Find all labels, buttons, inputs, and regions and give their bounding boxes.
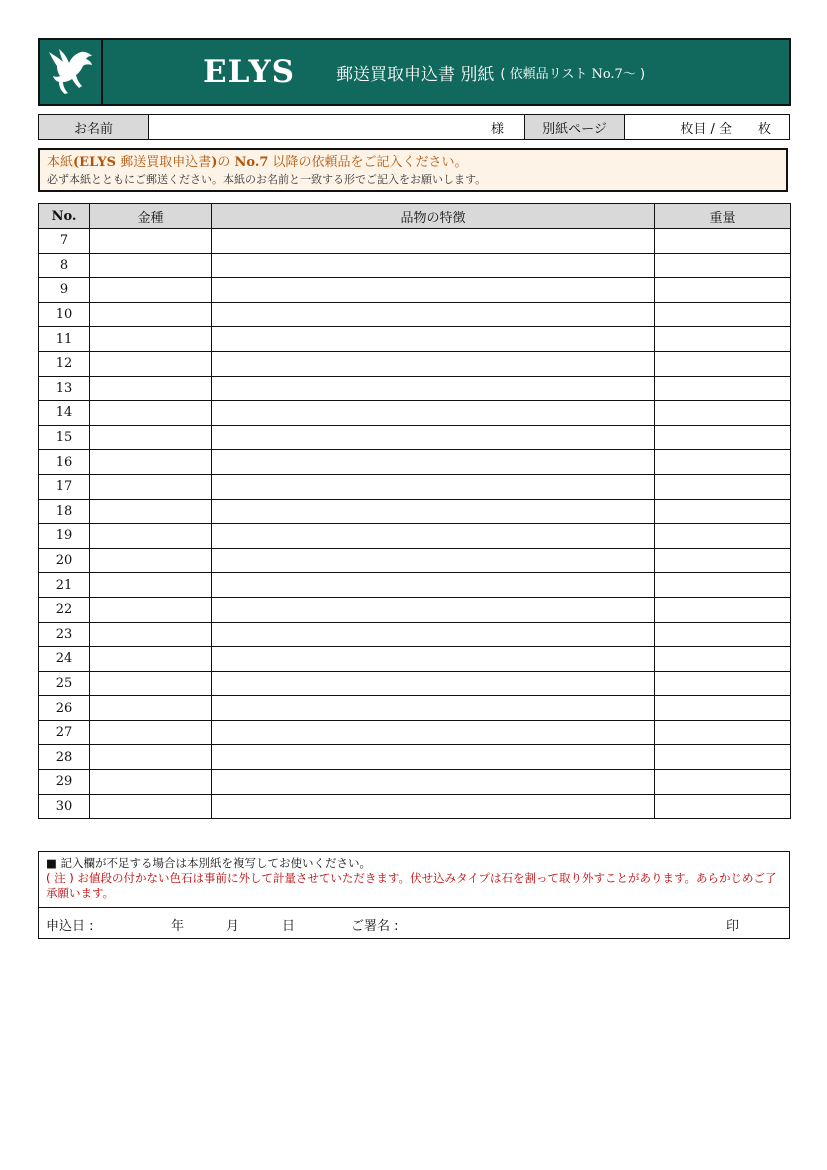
- notice-sub: 必ず本紙とともにご郵送ください。本紙のお名前と一致する形でご記入をお願いします。: [47, 173, 487, 186]
- table-row: [39, 401, 791, 426]
- weight-cell[interactable]: [655, 696, 791, 721]
- row-number: 13: [39, 376, 90, 401]
- weight-cell[interactable]: [655, 474, 791, 499]
- features-cell[interactable]: [212, 499, 655, 524]
- pegasus-logo-icon: [45, 46, 97, 98]
- table-row: [39, 720, 791, 745]
- items-table: [38, 203, 791, 819]
- type-cell[interactable]: [90, 278, 212, 303]
- row-number: 24: [39, 647, 90, 672]
- features-cell[interactable]: [212, 401, 655, 426]
- col-header-features: 品物の特徴: [212, 204, 655, 229]
- type-cell[interactable]: [90, 450, 212, 475]
- row-number: 27: [39, 720, 90, 745]
- type-cell[interactable]: [90, 745, 212, 770]
- notice-text: の: [217, 155, 235, 170]
- type-cell[interactable]: [90, 573, 212, 598]
- type-cell[interactable]: [90, 302, 212, 327]
- weight-cell[interactable]: [655, 770, 791, 795]
- weight-cell[interactable]: [655, 351, 791, 376]
- table-row: [39, 278, 791, 303]
- row-number: 8: [39, 253, 90, 278]
- year-label: 年: [171, 919, 185, 934]
- features-cell[interactable]: [212, 351, 655, 376]
- notice-text: 以降の依頼品をご記入ください。: [268, 155, 468, 170]
- features-cell[interactable]: [212, 302, 655, 327]
- row-number: 21: [39, 573, 90, 598]
- table-row: [39, 770, 791, 795]
- col-header-type: 金種: [90, 204, 212, 229]
- table-row: [39, 647, 791, 672]
- subtitle-pre: ( 依頼品リスト: [500, 66, 592, 82]
- type-cell[interactable]: [90, 401, 212, 426]
- row-number: 11: [39, 327, 90, 352]
- row-number: 9: [39, 278, 90, 303]
- header-title: [103, 40, 789, 104]
- row-number: 30: [39, 794, 90, 819]
- table-row: [39, 302, 791, 327]
- type-cell[interactable]: [90, 794, 212, 819]
- features-cell[interactable]: [212, 278, 655, 303]
- row-number: 18: [39, 499, 90, 524]
- features-cell[interactable]: [212, 548, 655, 573]
- weight-cell[interactable]: [655, 745, 791, 770]
- header-banner: [38, 38, 791, 106]
- logo-box: [40, 40, 103, 104]
- features-cell[interactable]: [212, 745, 655, 770]
- features-cell[interactable]: [212, 524, 655, 549]
- notice-main: [47, 154, 779, 172]
- type-cell[interactable]: [90, 770, 212, 795]
- type-cell[interactable]: [90, 696, 212, 721]
- col-header-no: No.: [39, 204, 90, 229]
- weight-cell[interactable]: [655, 450, 791, 475]
- footer-note-caution: ( 注 ) お値段の付かない色石は事前に外して計量させていただきます。伏せ込みタイプは石を割って取り外すことがあります。あらかじめご了承願います。: [46, 871, 777, 900]
- type-cell[interactable]: [90, 671, 212, 696]
- row-number: 10: [39, 302, 90, 327]
- row-number: 12: [39, 351, 90, 376]
- form-title: 郵送買取申込書 別紙: [335, 64, 495, 85]
- name-row: [38, 114, 790, 140]
- table-row: [39, 376, 791, 401]
- month-label: 月: [226, 919, 240, 934]
- footer-box: [38, 851, 790, 939]
- type-cell[interactable]: [90, 351, 212, 376]
- weight-cell[interactable]: [655, 671, 791, 696]
- table-row: [39, 671, 791, 696]
- weight-cell[interactable]: [655, 573, 791, 598]
- col-header-weight: 重量: [655, 204, 791, 229]
- table-body: [39, 229, 791, 819]
- row-number: 23: [39, 622, 90, 647]
- type-cell[interactable]: [90, 474, 212, 499]
- weight-cell[interactable]: [655, 278, 791, 303]
- type-cell[interactable]: [90, 253, 212, 278]
- subtitle-post: 〜 ): [622, 66, 646, 82]
- row-number: 26: [39, 696, 90, 721]
- name-label: お名前: [39, 115, 149, 139]
- features-cell[interactable]: [212, 770, 655, 795]
- notice-text: 郵送買取申込書: [116, 155, 212, 170]
- page-text-1: 枚目 / 全: [680, 121, 732, 137]
- weight-cell[interactable]: [655, 499, 791, 524]
- weight-cell[interactable]: [655, 401, 791, 426]
- table-row: [39, 794, 791, 819]
- notice-text: 本紙: [47, 155, 74, 170]
- footer-note-copy: ■ 記入欄が不足する場合は本別紙を複写してお使いください。: [46, 856, 372, 870]
- form-subtitle: [500, 63, 645, 82]
- row-number: 19: [39, 524, 90, 549]
- features-cell[interactable]: [212, 671, 655, 696]
- features-cell[interactable]: [212, 696, 655, 721]
- features-cell[interactable]: [212, 573, 655, 598]
- type-cell[interactable]: [90, 548, 212, 573]
- table-row: [39, 425, 791, 450]
- features-cell[interactable]: [212, 327, 655, 352]
- row-number: 20: [39, 548, 90, 573]
- weight-cell[interactable]: [655, 376, 791, 401]
- table-header-row: [39, 204, 791, 229]
- features-cell[interactable]: [212, 622, 655, 647]
- row-number: 17: [39, 474, 90, 499]
- weight-cell[interactable]: [655, 647, 791, 672]
- table-row: [39, 450, 791, 475]
- subtitle-no: No.7: [591, 66, 623, 82]
- date-label: 申込日 :: [46, 919, 94, 934]
- weight-cell[interactable]: [655, 327, 791, 352]
- weight-cell[interactable]: [655, 597, 791, 622]
- weight-cell[interactable]: [655, 720, 791, 745]
- row-number: 14: [39, 401, 90, 426]
- footer-notes: [39, 852, 789, 908]
- page-text-2: 枚: [757, 121, 771, 137]
- weight-cell[interactable]: [655, 253, 791, 278]
- weight-cell[interactable]: [655, 794, 791, 819]
- type-cell[interactable]: [90, 229, 212, 254]
- table-row: [39, 548, 791, 573]
- type-cell[interactable]: [90, 499, 212, 524]
- features-cell[interactable]: [212, 647, 655, 672]
- weight-cell[interactable]: [655, 425, 791, 450]
- seal-label: 印: [726, 919, 740, 934]
- type-cell[interactable]: [90, 647, 212, 672]
- table-row: [39, 253, 791, 278]
- row-number: 16: [39, 450, 90, 475]
- page-label: 別紙ページ: [524, 115, 625, 139]
- weight-cell[interactable]: [655, 622, 791, 647]
- type-cell[interactable]: [90, 720, 212, 745]
- features-cell[interactable]: [212, 425, 655, 450]
- type-cell[interactable]: [90, 597, 212, 622]
- features-cell[interactable]: [212, 376, 655, 401]
- type-cell[interactable]: [90, 622, 212, 647]
- table-row: [39, 622, 791, 647]
- table-row: [39, 573, 791, 598]
- type-cell[interactable]: [90, 425, 212, 450]
- page-field[interactable]: [625, 115, 789, 139]
- table-row: [39, 327, 791, 352]
- features-cell[interactable]: [212, 794, 655, 819]
- row-number: 22: [39, 597, 90, 622]
- table-row: [39, 524, 791, 549]
- features-cell[interactable]: [212, 720, 655, 745]
- notice-text: ): [211, 155, 218, 170]
- signature-row[interactable]: [39, 908, 789, 938]
- table-row: [39, 696, 791, 721]
- features-cell[interactable]: [212, 450, 655, 475]
- row-number: 28: [39, 745, 90, 770]
- weight-cell[interactable]: [655, 302, 791, 327]
- table-row: [39, 745, 791, 770]
- brand-name: ELYS: [203, 54, 295, 90]
- row-number: 25: [39, 671, 90, 696]
- day-label: 日: [282, 919, 296, 934]
- row-number: 7: [39, 229, 90, 254]
- table-row: [39, 474, 791, 499]
- row-number: 15: [39, 425, 90, 450]
- table-row: [39, 229, 791, 254]
- features-cell[interactable]: [212, 229, 655, 254]
- notice-text: No.7: [234, 155, 269, 170]
- features-cell[interactable]: [212, 474, 655, 499]
- row-number: 29: [39, 770, 90, 795]
- name-field[interactable]: [149, 115, 524, 139]
- honorific: 様: [490, 121, 504, 137]
- weight-cell[interactable]: [655, 229, 791, 254]
- table-row: [39, 351, 791, 376]
- type-cell[interactable]: [90, 524, 212, 549]
- signature-label: ご署名 :: [351, 919, 399, 934]
- table-row: [39, 597, 791, 622]
- notice-box: [38, 148, 788, 192]
- table-row: [39, 499, 791, 524]
- type-cell[interactable]: [90, 376, 212, 401]
- features-cell[interactable]: [212, 597, 655, 622]
- weight-cell[interactable]: [655, 548, 791, 573]
- type-cell[interactable]: [90, 327, 212, 352]
- notice-text: (ELYS: [73, 155, 117, 170]
- features-cell[interactable]: [212, 253, 655, 278]
- weight-cell[interactable]: [655, 524, 791, 549]
